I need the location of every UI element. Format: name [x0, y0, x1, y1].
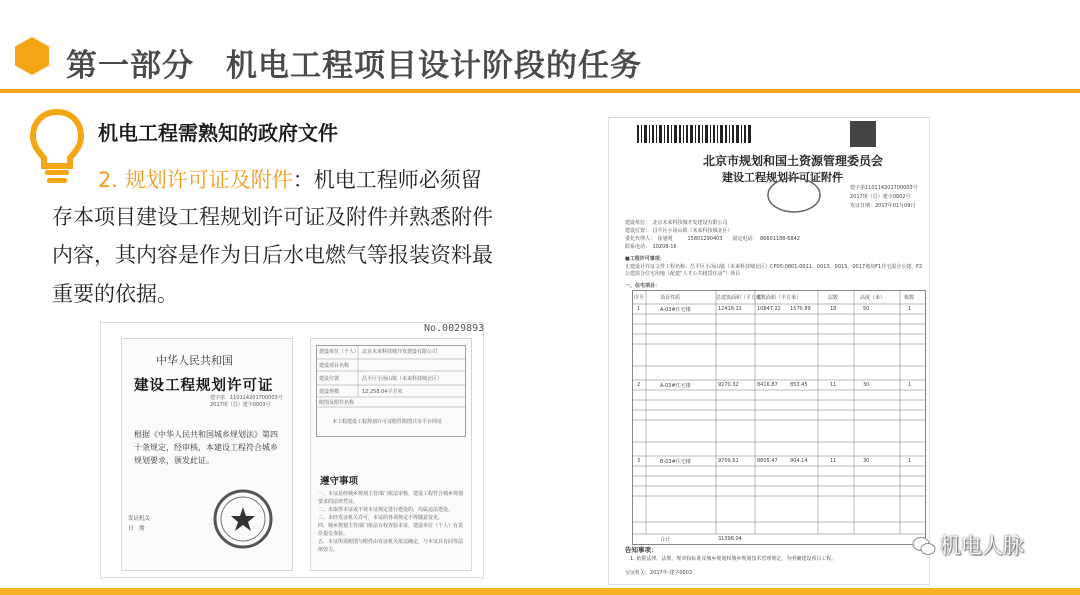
- table-header: 栋数: [904, 295, 915, 301]
- point-label: 2. 规划许可证及附件: [98, 168, 293, 192]
- attachment-notice-label: 告知事项：: [625, 546, 658, 554]
- certificate-number: No.0029893: [424, 323, 485, 334]
- table-header: 建筑面积（平方米）: [756, 295, 802, 301]
- attachment-label: 附图及附件名称: [319, 400, 355, 406]
- body-line-2: 内容，其内容是作为日后水电燃气等报装资料最: [52, 243, 493, 267]
- cover-statement: 根据《中华人民共和国城乡规划法》第四十条规定，经审核，本建设工程符合城乡规划要求，颁发此证。: [134, 430, 278, 465]
- attachment-date: 发证日期：2017年01月09日: [850, 203, 916, 209]
- cover-ref-line: 2017规（昌）建字0003号: [210, 402, 271, 408]
- info-row: 建设单位： 北京未来科技城开发建设有限公司: [625, 220, 728, 226]
- notice-list: [318, 490, 466, 554]
- section-heading: 机电工程需熟知的政府文件: [98, 121, 338, 145]
- header-divider: [0, 89, 1080, 93]
- notice-item: 一、本证是经城乡规划主管部门依法审核，建设工程符合城乡规划要求的法律凭证。: [318, 491, 464, 505]
- row-above-area: 10847.22: [757, 306, 781, 312]
- info-row: 建设位置： 昌平区小汤山镇（未来科技城北区）: [625, 228, 733, 234]
- attachment-table-grid: [632, 290, 926, 545]
- total-label: 合计: [660, 537, 671, 543]
- row-total-area: 9709.61: [718, 458, 739, 464]
- cover-country: 中华人民共和国: [156, 354, 233, 367]
- row-floors: 18: [830, 306, 837, 312]
- row-name: A-03#住宅楼: [660, 383, 691, 389]
- body-line-1: 存本项目建设工程规划许可证及附件并熟悉附件: [52, 205, 493, 229]
- row-name: B-03#住宅楼: [660, 459, 691, 465]
- notice-item: 五、本证所需附图与附件由发证机关依法确定，与本证具有同等法律效力。: [318, 539, 464, 553]
- table-header: 项目性质: [660, 295, 681, 301]
- point-separator: ：: [292, 168, 314, 192]
- footer-bar: [0, 588, 1080, 595]
- point-line: [98, 164, 482, 194]
- barcode-icon: [637, 125, 751, 143]
- attachment-notice-text: 1. 依据法律、法规、规章和标准及城乡规划和城乡规划技术管理规定，为明确建设项目工程。: [630, 556, 837, 562]
- row-floors: 11: [830, 458, 837, 464]
- row-name: A-03#住宅楼: [660, 307, 691, 313]
- notice-item: 四、城乡规划主管部门依法有权查验本证，建设单位（个人）有责任提交查验。: [318, 523, 464, 537]
- info-row: 委托代理人： 崔旭明 15801290403 固定电话： 86601188-6842: [625, 236, 800, 242]
- row-above-area: 8805.47: [757, 458, 778, 464]
- row-height: 30: [863, 458, 870, 464]
- cover-title: 建设工程规划许可证: [134, 378, 274, 394]
- cover-ref-line: 建字第 110114201700003号: [210, 395, 283, 401]
- watermark-text: 机电人脉: [940, 534, 1024, 558]
- slide-title: 第一部分 机电工程项目设计阶段的任务: [66, 48, 642, 84]
- row-number: 3: [637, 458, 641, 464]
- table-header: 高度（米）: [860, 295, 886, 301]
- attachment-authority: 北京市规划和国土资源管理委员会: [703, 154, 884, 168]
- row-below-area: 853.45: [790, 382, 808, 388]
- attachment-title: 建设工程规划许可证附件: [722, 171, 843, 184]
- body-line-0: 机电工程师必须留: [313, 168, 482, 192]
- table-header: 总建筑面积（平方米）: [716, 295, 767, 301]
- row-above-area: 8416.87: [757, 382, 778, 388]
- attachment-footer: 交证机关：2017年·建字0003: [625, 570, 693, 576]
- table-header: 序号: [634, 295, 645, 301]
- detail-label: 建设规模: [319, 389, 340, 395]
- section-text: 止建设计许证文件工程名称：昌平区小汤山镇（未来科技城北区）CP05-0801-0011、0013、0015、0017地块F1住宅混合公建、F2公建混合住宅用地（配建“人才公共租赁住房”）项目: [625, 264, 923, 277]
- detail-label: 建设项目名称: [319, 363, 350, 369]
- issue-date-label: 日 期: [128, 526, 145, 532]
- notice-item: 三、未经发证机关许可，本证的各项规定不得随意变更。: [318, 515, 444, 521]
- attachment-seal-icon: [765, 175, 823, 215]
- row-count: 1: [908, 382, 912, 388]
- row-floors: 11: [830, 382, 837, 388]
- detail-value: 昌平区小汤山镇（未来科技城北区）: [362, 376, 443, 382]
- cover-reference: [210, 395, 283, 409]
- detail-label: 建设位置: [319, 376, 340, 382]
- cover-issuer: [128, 514, 150, 534]
- notice-title: 遵守事项: [320, 476, 359, 487]
- row-height: 30: [863, 382, 870, 388]
- hexagon-logo-icon: [14, 36, 50, 76]
- detail-label: 建设单位（个人）: [319, 349, 360, 355]
- notice-item: 二、未取得本证或不按本证规定进行建设的，均属违法建设。: [318, 507, 454, 513]
- info-row: 联系电话： 10208-16: [625, 244, 677, 250]
- qr-code-icon: [850, 121, 876, 147]
- attachment-ref-line: 建字第110114201700003号: [850, 185, 918, 191]
- official-seal-icon: [212, 488, 274, 550]
- detail-value: 北京未来科技城开发建设有限公司: [362, 349, 438, 355]
- wechat-icon: [912, 535, 936, 557]
- row-count: 1: [908, 458, 912, 464]
- issuer-label: 发证机关: [128, 516, 151, 522]
- table-header: 层数: [828, 295, 839, 301]
- row-below-area: 904.14: [790, 458, 808, 464]
- section-label: ■工程许可事项：: [625, 256, 665, 262]
- row-total-area: 12418.11: [718, 306, 742, 312]
- attachment-text: 本工程建设工程规划许可证附件附图共享平台网址: [332, 419, 443, 425]
- row-below-area: 1570.89: [790, 306, 811, 312]
- row-total-area: 9270.32: [718, 382, 739, 388]
- row-height: 50: [863, 306, 870, 312]
- lightbulb-icon: [28, 108, 86, 188]
- total-value: 31398.04: [718, 536, 742, 542]
- row-number: 2: [637, 382, 641, 388]
- attachment-ref-line: 2017规（昌）建字0002号: [850, 194, 911, 200]
- body-line-3: 重要的依据。: [52, 282, 178, 306]
- row-count: 1: [908, 306, 912, 312]
- detail-value: 12,258.04平方米: [362, 389, 403, 395]
- row-number: 1: [637, 306, 641, 312]
- sub-label: 一、住宅项目：: [625, 283, 661, 289]
